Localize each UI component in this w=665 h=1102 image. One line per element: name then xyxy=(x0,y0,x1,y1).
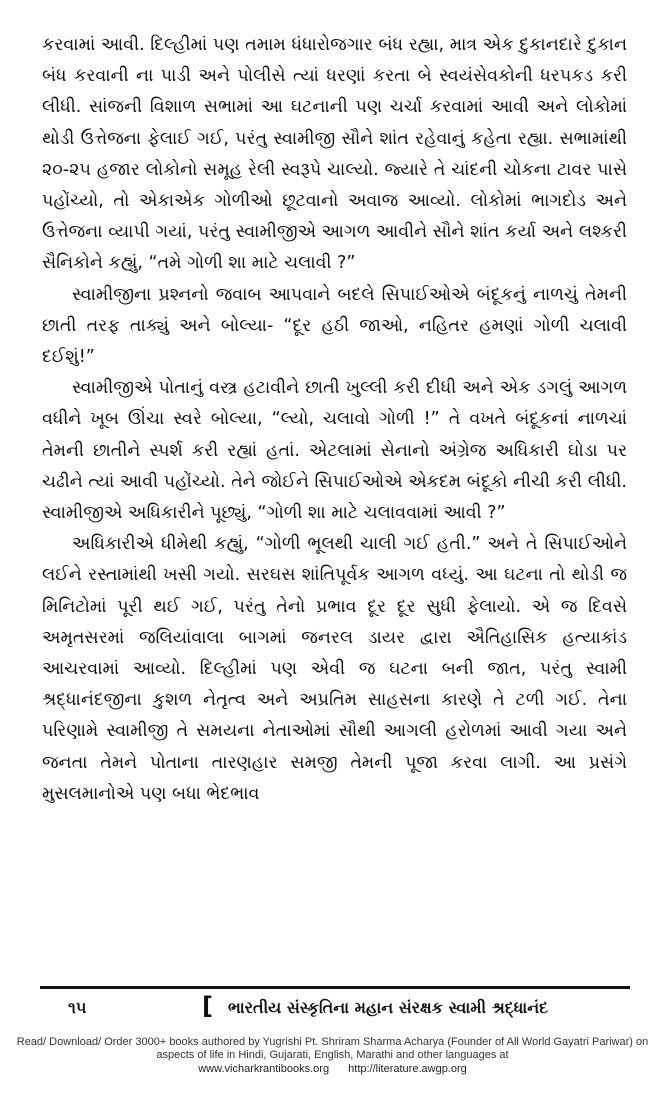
promo-links xyxy=(0,1063,665,1076)
paragraph-1: કરવામાં આવી. દિલ્હીમાં પણ તમામ ધંધારોજગાર બંધ રહ્યા, માત્ર એક દુકાનદારે દુકાન બંધ કરવાની ના પાડી અને પોલીસે ત્યાં ધરણાં કરતા બે સ્વયંસેવકોની ધરપકડ કરી લીધી. સાંજની વિશાળ સભામાં આ ઘટનાની પણ ચર્ચા કરવામાં આવી અને લોકોમાં થોડી ઉત્તેજના ફેલાઈ ગઈ, પરંતુ સ્વામીજી સૌને શાંત રહેવાનું કહેતા રહ્યા. સભામાંથી ૨૦-૨૫ હજાર લોકોનો સમૂહ રેલી સ્વરૂપે ચાલ્યો. જ્યારે તે ચાંદની ચોકના ટાવર પાસે પહોંચ્યો, તો એકાએક ગોળીઓ છૂટવાનો અવાજ આવ્યો. લોકોમાં ભાગદોડ અને ઉત્તેજના વ્યાપી ગયાં, પરંતુ સ્વામીજીએ આગળ આવીને સૌને શાંત કર્યા અને લશ્કરી સૈનિકોને કહ્યું, “તમે ગોળી શા માટે ચલાવી ?” xyxy=(42,35,627,274)
book-title: ભારતીય સંસ્કૃતિના મહાન સંરક્ષક સ્વામી શ્રદ્ધાનંદ xyxy=(228,998,549,1017)
promo-block xyxy=(0,1036,665,1076)
footer-divider xyxy=(40,986,630,989)
promo-text: Read/ Download/ Order 3000+ books authored by Yugrishi Pt. Shriram Sharma Acharya (Founder of All World Gayatri Pariwar) on aspects of life in Hindi, Gujarati, English, Marathi and other languages at xyxy=(16,1036,649,1061)
page-number: ૧૫ xyxy=(68,998,87,1017)
footer-bracket: [ xyxy=(202,992,213,1020)
body-text xyxy=(42,30,627,810)
promo-link-literature[interactable]: http://literature.awgp.org xyxy=(348,1063,467,1075)
paragraph-3: સ્વામીજીએ પોતાનું વસ્ત્ર હટાવીને છાતી ખુલ્લી કરી દીધી અને એક ડગલું આગળ વધીને ખૂબ ઊંચા સ્વરે બોલ્યા, “લ્યો, ચલાવો ગોળી !” તે વખતે બંદૂકનાં નાળચાં તેમની છાતીને સ્પર્શ કરી રહ્યાં હતાં. એટલામાં સેનાનો અંગ્રેજ અધિકારી ઘોડા પર ચઢીને ત્યાં આવી પહોંચ્યો. તેને જોઈને સિપાઈઓએ એકદમ બંદૂકો નીચી કરી લીધી. સ્વામીજીએ અધિકારીને પૂછ્યું, “ગોળી શા માટે ચલાવવામાં આવી ?” xyxy=(42,378,627,524)
page-footer xyxy=(40,992,630,1022)
paragraph-4: અધિકારીએ ધીમેથી કહ્યું, “ગોળી ભૂલથી ચાલી ગઈ હતી.” અને તે સિપાઈઓને લઈને રસ્તામાંથી ખસી ગયો. સરઘસ શાંતિપૂર્વક આગળ વધ્યું. આ ઘટના તો થોડી જ મિનિટોમાં પૂરી થઈ ગઈ, પરંતુ તેનો પ્રભાવ દૂર દૂર સુધી ફેલાયો. એ જ દિવસે અમૃતસરમાં જલિયાંવાલા બાગમાં જનરલ ડાયર દ્વારા ઐતિહાસિક હત્યાકાંડ આચરવામાં આવ્યો. દિલ્હીમાં પણ એવી જ ઘટના બની જાત, પરંતુ સ્વામી શ્રદ્ધાનંદજીના કુશળ નેતૃત્વ અને અપ્રતિમ સાહસના કારણે તે ટળી ગઈ. તેના પરિણામે સ્વામીજી તે સમયના નેતાઓમાં સૌથી આગલી હરોળમાં આવી ગયા અને જનતા તેમને પોતાના તારણહાર સમજી તેમની પૂજા કરવા લાગી. આ પ્રસંગે મુસલમાનોએ પણ બધા ભેદભાવ xyxy=(42,534,627,804)
paragraph-2: સ્વામીજીના પ્રશ્નનો જવાબ આપવાને બદલે સિપાઈઓએ બંદૂકનું નાળચું તેમની છાતી તરફ તાક્યું અને બોલ્યા- “દૂર હઠી જાઓ, નહિતર હમણાં ગોળી ચલાવી દઈશું!” xyxy=(42,284,627,368)
promo-link-vicharkranti[interactable]: www.vicharkrantibooks.org xyxy=(198,1063,330,1075)
